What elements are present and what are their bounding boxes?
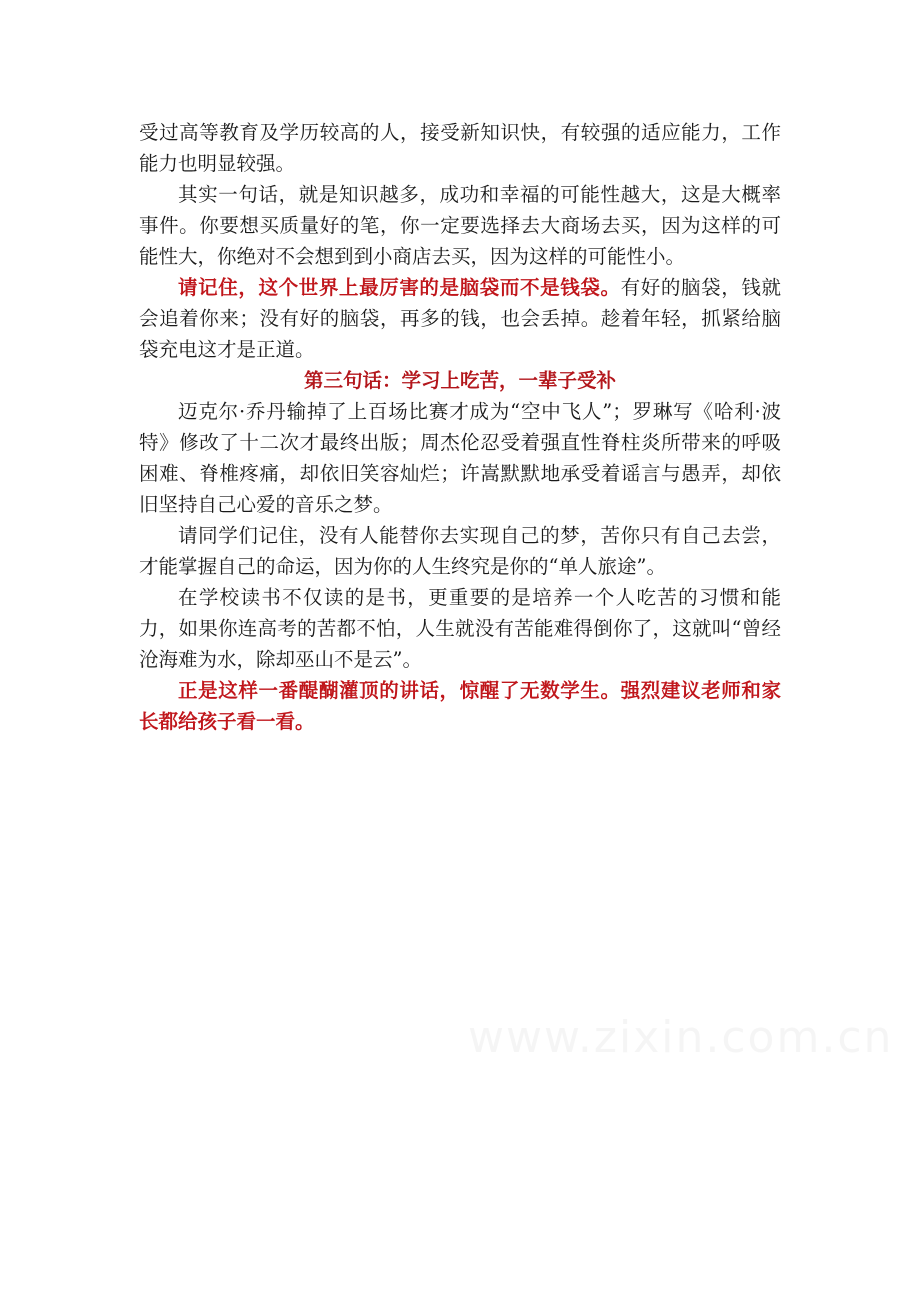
paragraph-2: 其实一句话，就是知识越多，成功和幸福的可能性越大，这是大概率事件。你要想买质量好的笔，你一定要选择去大商场去买，因为这样的可能性大，你绝对不会想到到小商店去买，因为这样的可能性小。 bbox=[139, 183, 781, 268]
paragraph-3 bbox=[139, 272, 781, 365]
paragraph-1: 受过高等教育及学历较高的人，接受新知识快，有较强的适应能力，工作能力也明显较强。 bbox=[139, 121, 781, 175]
closing-emphasis: 正是这样一番醍醐灌顶的讲话，惊醒了无数学生。强烈建议老师和家长都给孩子看一看。 bbox=[139, 679, 781, 733]
paragraph-5: 请同学们记住，没有人能替你去实现自己的梦，苦你只有自己去尝，才能掌握自己的命运，因为你的人生终究是你的“单人旅途”。 bbox=[139, 524, 781, 578]
document-page bbox=[139, 117, 781, 737]
watermark: www.zixin.com.cn bbox=[468, 1012, 894, 1063]
paragraph-6: 在学校读书不仅读的是书，更重要的是培养一个人吃苦的习惯和能力，如果你连高考的苦都不怕，人生就没有苦能难得倒你了，这就叫“曾经沧海难为水，除却巫山不是云”。 bbox=[139, 586, 781, 671]
paragraph-4: 迈克尔·乔丹输掉了上百场比赛才成为“空中飞人”；罗琳写《哈利·波特》修改了十二次才最终出版；周杰伦忍受着强直性脊柱炎所带来的呼吸困难、脊椎疼痛，却依旧笑容灿烂；许嵩默默地承受着谣言与愚弄，却依旧坚持自己心爱的音乐之梦。 bbox=[139, 400, 781, 516]
paragraph-3-rest: 有好的脑袋，钱就会追着你来；没有好的脑袋，再多的钱，也会丢掉。趁着年轻，抓紧给脑袋充电这才是正道。 bbox=[139, 276, 781, 361]
section-heading: 第三句话：学习上吃苦，一辈子受补 bbox=[303, 369, 616, 392]
emphasis-text-brain: 请记住，这个世界上最厉害的是脑袋而不是钱袋。 bbox=[178, 276, 621, 299]
